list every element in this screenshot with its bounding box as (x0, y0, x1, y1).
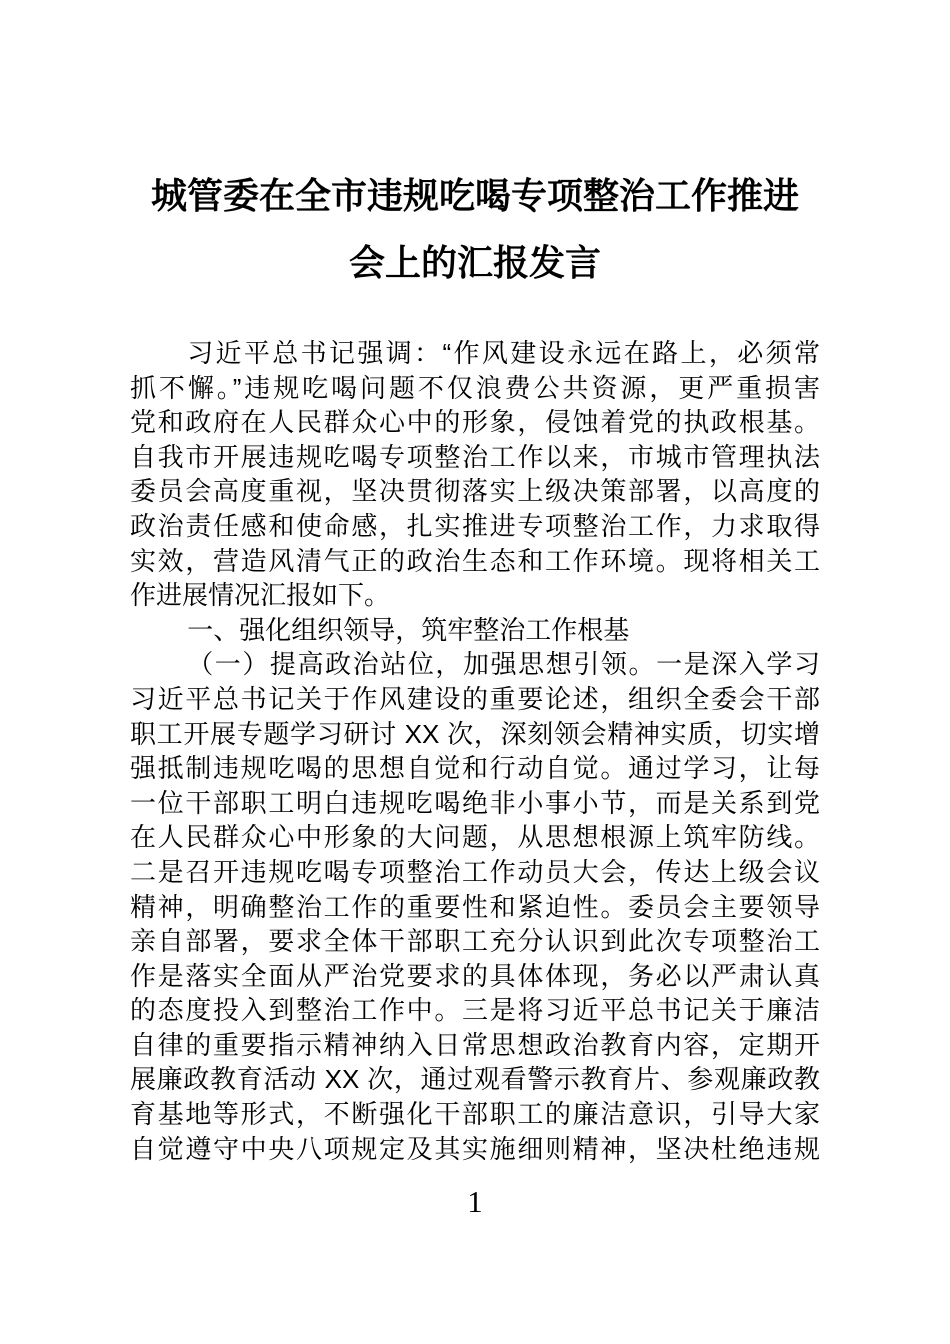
body-line: 的态度投入到整治工作中。三是将习近平总书记关于廉洁 (130, 995, 820, 1026)
document-title-line-1: 城管委在全市违规吃喝专项整治工作推进 (150, 175, 799, 216)
body-line: （一）提高政治站位，加强思想引领。一是深入学习 (187, 649, 820, 680)
body-line: 实效，营造风清气正的政治生态和工作环境。现将相关工 (130, 545, 820, 576)
body-line: 政治责任感和使命感，扎实推进专项整治工作，力求取得 (130, 510, 820, 541)
body-line: 精神，明确整治工作的重要性和紧迫性。委员会主要领导 (130, 891, 820, 922)
body-line: 作是落实全面从严治党要求的具体体现，务必以严肃认真 (130, 960, 820, 991)
body-line: 党和政府在人民群众心中的形象，侵蚀着党的执政根基。 (130, 407, 820, 438)
body-line: 在人民群众心中形象的大问题，从思想根源上筑牢防线。 (130, 822, 820, 853)
body-line: 习近平总书记关于作风建设的重要论述，组织全委会干部 (130, 683, 820, 714)
body-line: 习近平总书记强调：“作风建设永远在路上，必须常 (187, 338, 820, 368)
body-line: 作进展情况汇报如下。 (130, 580, 391, 611)
page-number: 1 (467, 1184, 483, 1220)
body-line: 自律的重要指示精神纳入日常思想政治教育内容，定期开 (130, 1029, 820, 1060)
body-line: 一位干部职工明白违规吃喝绝非小事小节，而是关系到党 (130, 787, 820, 818)
body-line: 抓不懈。”违规吃喝问题不仅浪费公共资源，更严重损害 (130, 372, 820, 403)
body-line: 委员会高度重视，坚决贯彻落实上级决策部署，以高度的 (130, 476, 820, 507)
section-heading: 一、强化组织领导，筑牢整治工作根基 (187, 614, 630, 645)
body-line: 自我市开展违规吃喝专项整治工作以来，市城市管理执法 (130, 441, 820, 472)
document-title (130, 162, 820, 296)
body-line: 展廉政教育活动 XX 次，通过观看警示教育片、参观廉政教 (130, 1064, 820, 1095)
body-line: 自觉遵守中央八项规定及其实施细则精神，坚决杜绝违规 (130, 1133, 820, 1164)
body-line: 职工开展专题学习研讨 XX 次，深刻领会精神实质，切实增 (130, 718, 820, 749)
body-line: 育基地等形式，不断强化干部职工的廉洁意识，引导大家 (130, 1099, 820, 1130)
body-line: 亲自部署，要求全体干部职工充分认识到此次专项整治工 (130, 926, 820, 957)
document-body (130, 336, 820, 1166)
body-line: 二是召开违规吃喝专项整治工作动员大会，传达上级会议 (130, 856, 820, 887)
document-title-line-2: 会上的汇报发言 (348, 242, 601, 283)
body-line: 强抵制违规吃喝的思想自觉和行动自觉。通过学习，让每 (130, 753, 820, 784)
